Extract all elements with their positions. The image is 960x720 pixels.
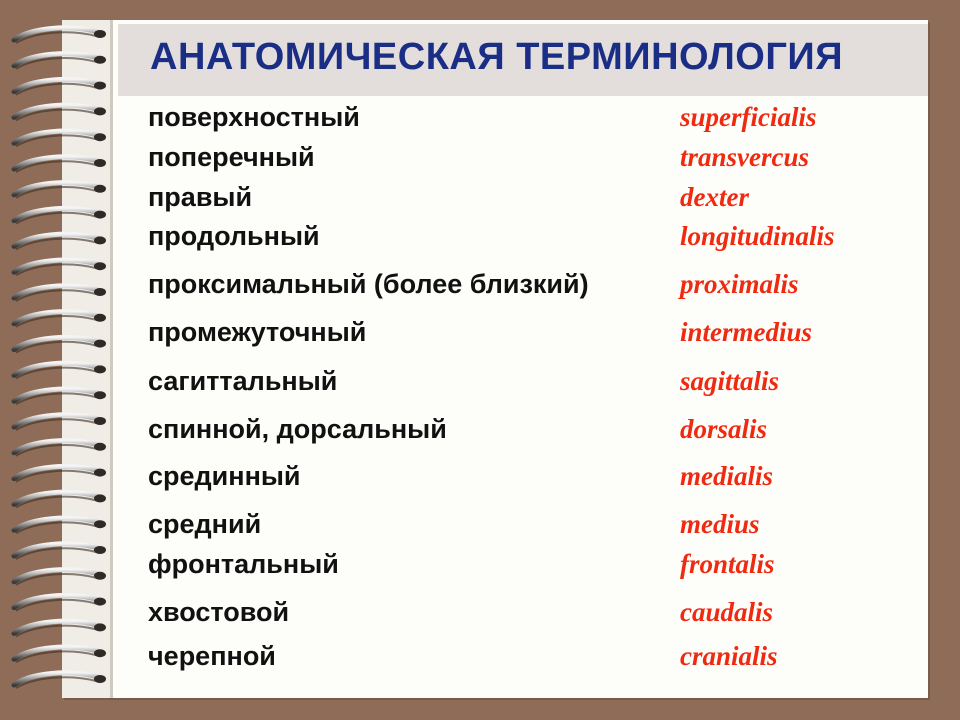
binding-hole bbox=[94, 520, 106, 528]
binding-hole bbox=[94, 494, 106, 502]
term-ru: правый bbox=[148, 182, 253, 212]
term-la: caudalis bbox=[680, 597, 774, 627]
binding-hole bbox=[94, 417, 106, 425]
term-la: dexter bbox=[680, 182, 749, 212]
spiral-binding-icon bbox=[0, 20, 125, 700]
term-ru: срединный bbox=[148, 461, 301, 491]
term-ru: спинной, дорсальный bbox=[148, 414, 447, 444]
term-la: medius bbox=[680, 509, 760, 539]
binding-hole bbox=[94, 340, 106, 348]
term-ru: средний bbox=[148, 509, 262, 539]
binding-hole bbox=[94, 82, 106, 90]
binding-hole bbox=[94, 159, 106, 167]
term-ru: продольный bbox=[148, 221, 320, 251]
binding-hole bbox=[94, 211, 106, 219]
term-la: cranialis bbox=[680, 641, 778, 671]
term-la: frontalis bbox=[680, 549, 775, 579]
binding-hole bbox=[94, 391, 106, 399]
term-ru: поверхностный bbox=[148, 102, 360, 132]
term-la: intermedius bbox=[680, 317, 813, 347]
binding-hole bbox=[94, 469, 106, 477]
binding-hole bbox=[94, 649, 106, 657]
page-title: АНАТОМИЧЕСКАЯ ТЕРМИНОЛОГИЯ bbox=[150, 36, 844, 78]
binding-hole bbox=[94, 443, 106, 451]
term-la: transvercus bbox=[680, 142, 810, 172]
binding-hole bbox=[94, 288, 106, 296]
term-ru: черепной bbox=[148, 641, 276, 671]
term-la: dorsalis bbox=[680, 414, 768, 444]
binding-hole bbox=[94, 185, 106, 193]
binding-hole bbox=[94, 236, 106, 244]
binding-hole bbox=[94, 314, 106, 322]
term-ru: фронтальный bbox=[148, 549, 339, 579]
binding-hole bbox=[94, 572, 106, 580]
term-ru: сагиттальный bbox=[148, 366, 338, 396]
term-la: proximalis bbox=[680, 269, 799, 299]
term-la: superficialis bbox=[680, 102, 817, 132]
binding-hole bbox=[94, 56, 106, 64]
binding-hole bbox=[94, 30, 106, 38]
binding-hole bbox=[94, 675, 106, 683]
binding-hole bbox=[94, 546, 106, 554]
term-ru: промежуточный bbox=[148, 317, 367, 347]
binding-hole bbox=[94, 133, 106, 141]
term-ru: проксимальный (более близкий) bbox=[148, 269, 589, 299]
binding-hole bbox=[94, 262, 106, 270]
term-la: longitudinalis bbox=[680, 221, 835, 251]
binding-hole bbox=[94, 107, 106, 115]
binding-hole bbox=[94, 598, 106, 606]
term-la: medialis bbox=[680, 461, 773, 491]
term-la: sagittalis bbox=[680, 366, 780, 396]
term-ru: хвостовой bbox=[148, 597, 290, 627]
term-ru: поперечный bbox=[148, 142, 315, 172]
binding-hole bbox=[94, 623, 106, 631]
binding-hole bbox=[94, 365, 106, 373]
